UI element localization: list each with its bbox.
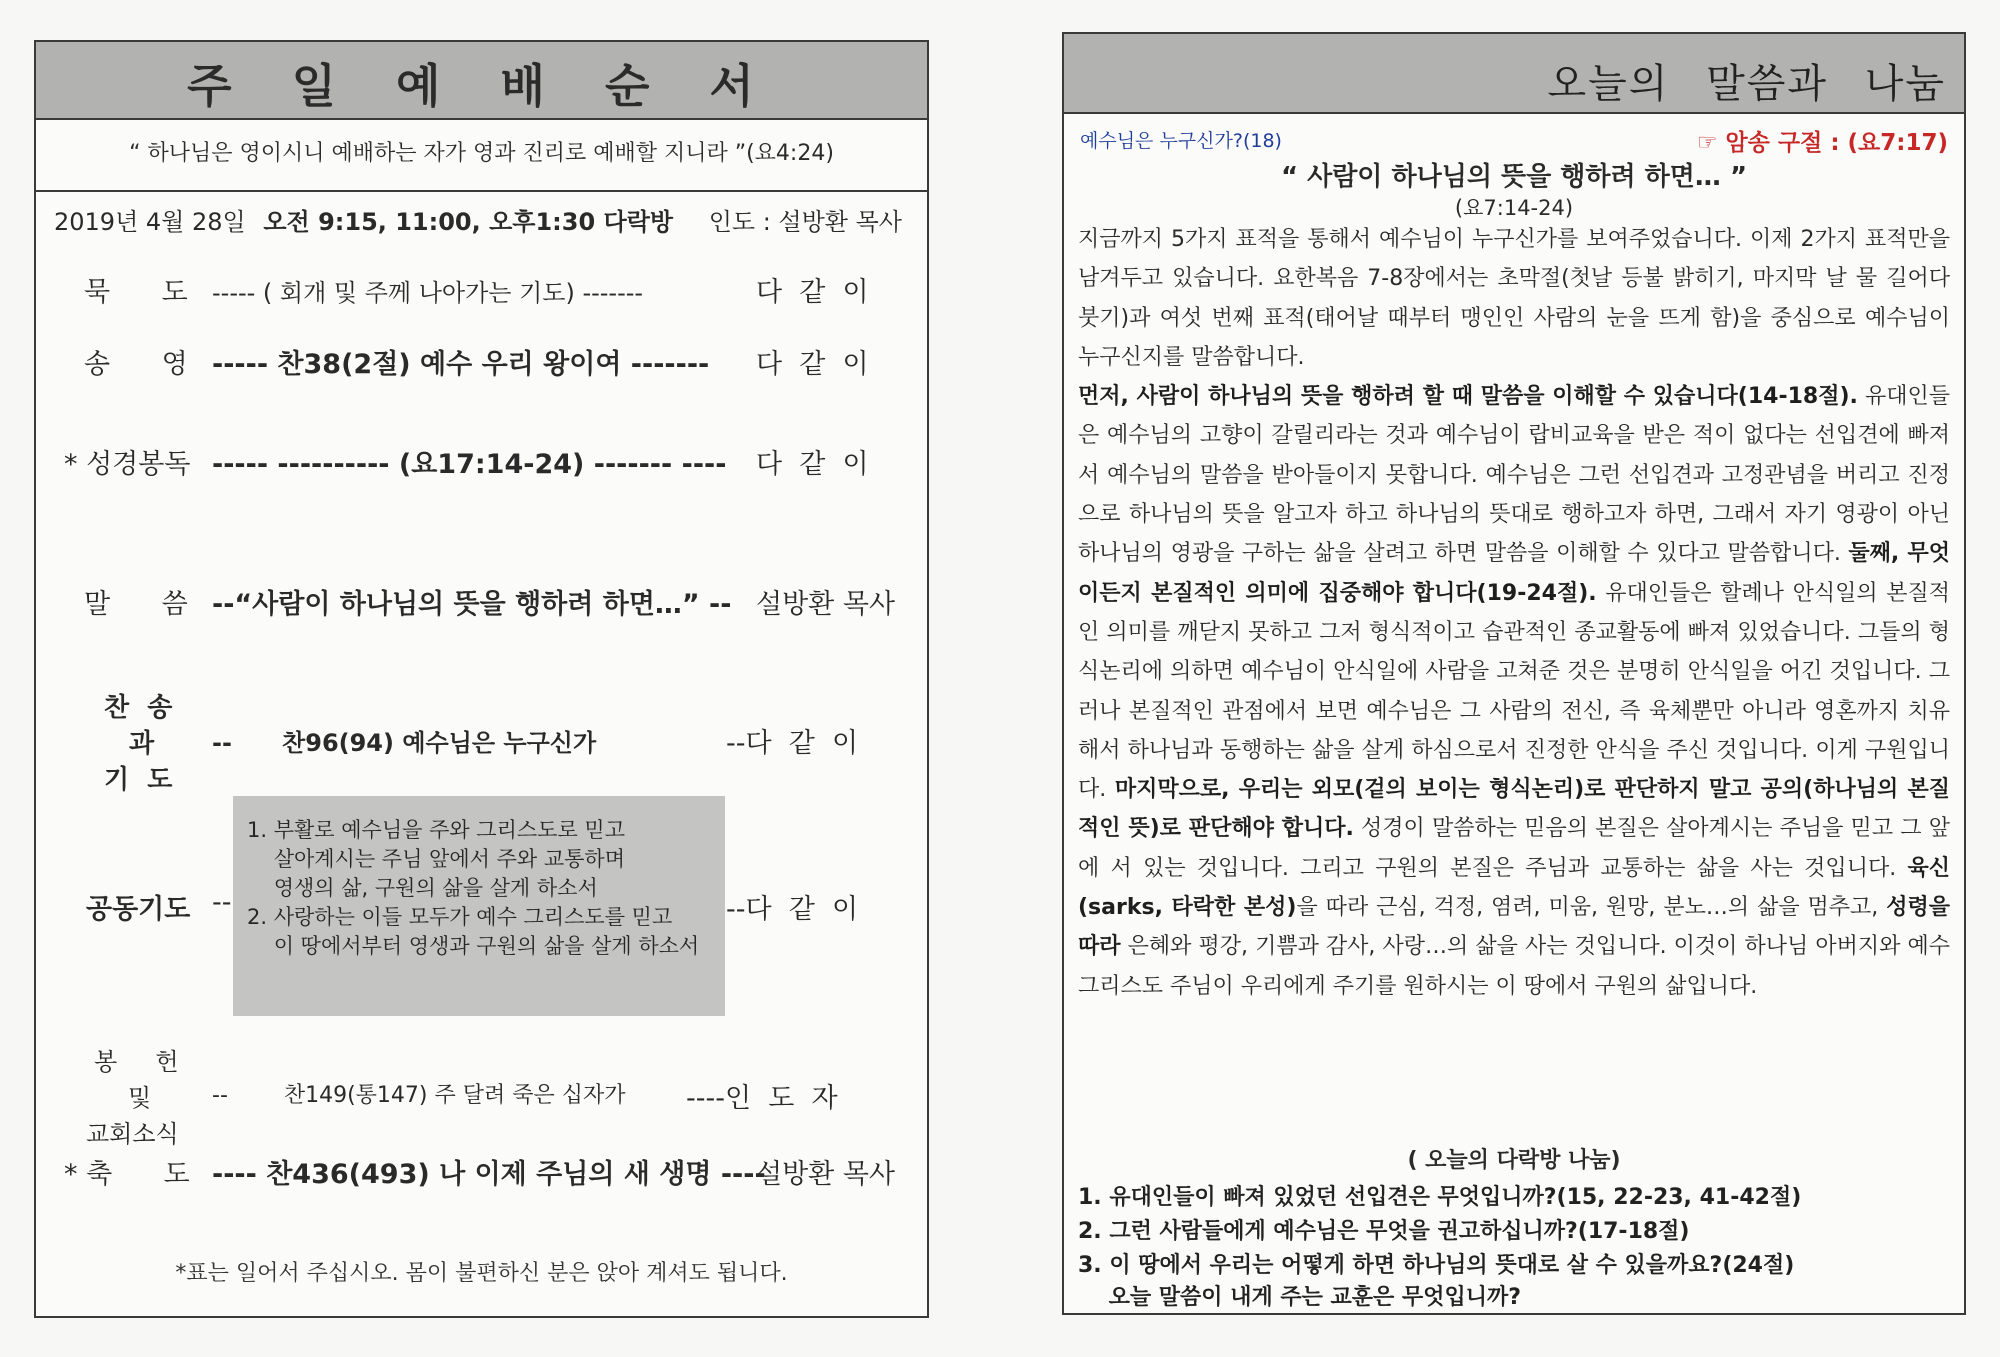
order-performer: ----인 도 자 [686,1083,838,1114]
order-performer: 다 같 이 [756,349,869,380]
prayer-line: 영생의 삶, 구원의 삶을 살게 하소서 [247,876,598,900]
sermon-text: 유대인들은 할례나 안식일의 본질적인 의미를 깨닫지 못하고 그저 형식적이고 습관적인 종교활동에 빠져 있었습니다. 그들의 형식논리에 의하면 예수님이 안식일에 사람을 고쳐준 것은 분명히 안식일을 어긴 것입니다. 그러나 본질적인 관점에서 보면 예수님은 그 사람의 전신, 즉 육체뿐만 아니라 영혼까지 치유해서 하나님과 동행하는 삶을 살게 하심으로서 진정한 안식을 주신 것입니다. 이게 구원입니다. [1078,580,1950,803]
common-prayer-box [233,796,725,1016]
order-label: 묵 도 [84,277,188,308]
sermon-panel [1062,32,1966,1315]
order-content: --“사람이 하나님의 뜻을 행하려 하면…” -- [212,589,732,620]
memory-verse: ☞ 암송 구절 : (요7:17) [1696,130,1948,156]
discussion-question: 1. 유대인들이 빠져 있었던 선입견은 무엇입니까?(15, 22-23, 41-42절) [1078,1185,1802,1210]
order-label: 공동기도 [86,894,191,925]
order-performer: 설방환 목사 [756,589,895,620]
discussion-question: 2. 그런 사람들에게 예수님은 무엇을 권고하십니까?(17-18절) [1078,1219,1690,1244]
sermon-title: “ 사람이 하나님의 뜻을 행하려 하면… ” [1280,162,1748,192]
order-content: ---- 찬436(493) 나 이제 주님의 새 생명 ---- [212,1159,766,1190]
order-label: 및 [128,1084,152,1112]
order-label: * 축 도 [64,1159,190,1190]
sermon-point: 먼저, 사람이 하나님의 뜻을 행하려 할 때 말씀을 이해할 수 있습니다(14-18절). [1078,384,1858,410]
discussion-question: 3. 이 땅에서 우리는 어떻게 하면 하나님의 뜻대로 살 수 있을까요?(24절) [1078,1253,1795,1278]
order-performer: 설방환 목사 [756,1159,895,1190]
prayer-line: 이 땅에서부터 영생과 구원의 삶을 살게 하소서 [247,934,700,958]
order-label: 말 씀 [84,589,188,620]
sermon-reference: (요7:14-24) [1454,196,1574,220]
order-label: 찬 송 [104,693,173,723]
sermon-body [1078,220,1950,1006]
sermon-panel-title: 오늘의 말씀과 나눔 [1547,61,1946,107]
service-date: 2019년 4월 28일 [54,208,246,236]
service-leader: 인도 : 설방환 목사 [708,208,902,236]
sermon-point: 둘째, 무엇이든지 본질적인 의미에 집중해야 합니다(19-24절). [1078,541,1950,606]
standing-note: *표는 일어서 주십시오. 몸이 불편하신 분은 앉아 계셔도 됩니다. [175,1261,788,1286]
sermon-text: 을 따라 근심, 걱정, 염려, 미움, 원망, 분노…의 삶을 멈추고, [1296,895,1887,921]
order-label: * 성경봉독 [64,449,191,480]
order-content: -- 찬149(통147) 주 달려 죽은 십자가 [212,1083,626,1108]
sermon-title-bar [1064,34,1964,114]
sermon-text: 유대인들은 예수님의 고향이 갈릴리라는 것과 예수님이 랍비교육을 받은 적이 없다는 선입견에 빠져서 예수님의 말씀을 받아들이지 못합니다. 예수님은 그런 선입견과 고정관념을 버리고 진정으로 하나님의 뜻을 알고자 하고 하나님의 뜻대로 행하고자 하면, 그래서 자기 영광이 아닌 하나님의 영광을 구하는 삶을 살려고 하면 말씀을 이해할 수 있다고 말씀합니다. [1078,384,1950,567]
order-content: ----- ---------- (요17:14-24) ------- ---- [212,449,727,480]
discussion-question: 오늘 말씀이 내게 주는 교훈은 무엇입니까? [1078,1285,1521,1310]
sermon-point: 육신(sarks, 타락한 본성) [1078,855,1950,921]
order-performer: --다 같 이 [726,894,859,925]
order-label: 봉 헌 [94,1048,179,1076]
sermon-paragraph: 지금까지 5가지 표적을 통해서 예수님이 누구신가를 보여주었습니다. 이제 2가지 표적만을 남겨두고 있습니다. 요한복음 7-8장에서는 초막절(첫날 등불 밝히기, 마지막 날 물 길어다 붓기)과 여섯 번째 표적(태어날 때부터 맹인인 사람의 눈을 뜨게 함)을 중심으로 예수님이 누구신지를 말씀합니다. [1078,227,1950,370]
order-label: 과 [129,729,155,759]
service-times: 오전 9:15, 11:00, 오후1:30 다락방 [263,208,674,236]
order-content: -- [212,887,232,918]
sermon-paragraph [1078,377,1950,1006]
order-content: ----- ( 회개 및 주께 나아가는 기도) ------- [212,279,644,307]
order-performer: 다 같 이 [756,449,869,480]
worship-order-panel [34,40,929,1318]
prayer-line: 1. 부활로 예수님을 주와 그리스도로 믿고 [247,818,625,842]
worship-order-title-bar [36,42,927,120]
prayer-line: 2. 사랑하는 이들 모두가 예수 그리스도를 믿고 [247,905,673,929]
series-label: 예수님은 누구신가?(18) [1080,130,1282,152]
order-label: 기 도 [104,765,173,795]
order-label: 송 영 [84,349,188,380]
sermon-text: 성경이 말씀하는 믿음의 본질은 살아계시는 주님을 믿고 그 앞에 서 있는 것입니다. 그리고 구원의 본질은 주님과 교통하는 삶을 사는 것입니다. [1078,816,1950,881]
prayer-line: 살아계시는 주님 앞에서 주와 교통하며 [247,847,625,871]
order-performer: 다 같 이 [756,277,869,308]
sermon-point: 성령을 따라 [1078,895,1951,960]
order-label: 교회소식 [86,1120,179,1148]
order-content: -- 찬96(94) 예수님은 누구신가 [212,729,597,757]
theme-verse: “ 하나님은 영이시니 예배하는 자가 영과 진리로 예배할 지니라 ”(요4:24) [36,118,927,192]
sermon-point: 마지막으로, 우리는 외모(겉의 보이는 형식논리)로 판단하지 말고 공의(하나님의 본질적인 뜻)로 판단해야 합니다. [1078,777,1950,842]
service-date-line [54,202,902,237]
order-performer: --다 같 이 [726,728,859,759]
order-content: ----- 찬38(2절) 예수 우리 왕이여 ------- [212,349,710,380]
discussion-title: ( 오늘의 다락방 나눔) [1407,1148,1621,1173]
sermon-text: 은혜와 평강, 기쁨과 감사, 사랑…의 삶을 사는 것입니다. 이것이 하나님 아버지와 예수 그리스도 주님이 우리에게 주기를 원하시는 이 땅에서 구원의 삶입니다. [1078,934,1950,999]
worship-order-title: 주 일 예 배 순 서 [187,59,776,113]
